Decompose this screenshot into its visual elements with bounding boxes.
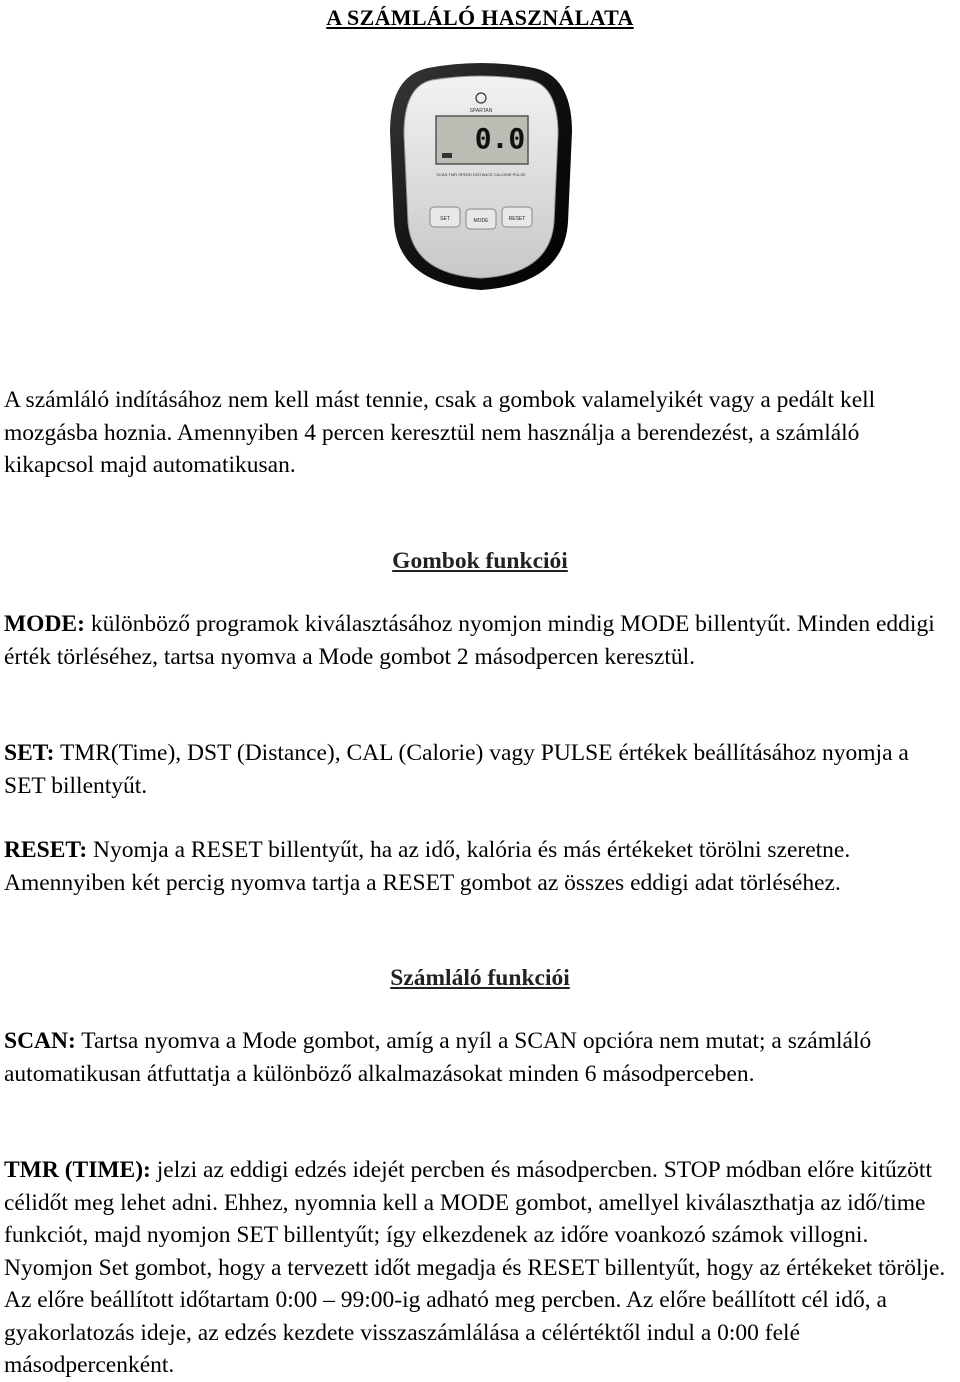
mode-text: különböző programok kiválasztásához nyomjon mindig MODE billentyűt. Minden eddigi érték törléséhez, tartsa nyomva a Mode gombot 2 másodpercen keresztül. <box>4 611 935 670</box>
tmr-paragraph <box>4 1154 954 1382</box>
set-label: SET: <box>4 740 55 766</box>
reset-label: RESET: <box>4 837 88 863</box>
reset-text: Nyomja a RESET billentyűt, ha az idő, kalória és más értékeket törölni szeretne. Amennyiben két percig nyomva tartja a RESET gombot az összes eddigi adat törléséhez. <box>4 837 851 896</box>
lcd-indicator <box>442 153 452 158</box>
mode-label: MODE: <box>4 611 85 637</box>
intro-paragraph: A számláló indításához nem kell mást tennie, csak a gombok valamelyikét vagy a pedált kell mozgásba hoznia. Amennyiben 4 percen keresztül nem használja a berendezést, a számláló kikapcsol majd automatikusan. <box>4 387 876 478</box>
scan-label: SCAN: <box>4 1028 76 1054</box>
lcd-value: 0.0 <box>474 122 526 155</box>
mode-button[interactable] <box>466 209 496 229</box>
reset-button[interactable] <box>502 207 532 227</box>
tmr-text: jelzi az eddigi edzés idejét percben és másodpercben. STOP módban előre kitűzött célidőt meg lehet adni. Ehhez, nyomnia kell a MODE gombot, amellyel kiválaszthatja az idő/time funkciót, majd nyomjon SET billentyűt; így elkezdenek az időre voankozó számok villogni. Nyomjon Set gombot, hogy a tervezett időt megadja és RESET billentyűt, hogy az értékeket törölje. Az előre beállított időtartam 0:00 – 99:00-ig adható meg percben. Az előre beállított cél idő, a gyakorlatozás ideje, az edzés kezdete visszaszámlálása a célértéktől indul a 0:00 felé másodpercenként. <box>4 1157 946 1378</box>
mode-labels: SCAN TMR SPEED DISTANCE CALORIE PULSE <box>436 172 526 177</box>
reset-paragraph <box>4 834 954 899</box>
brand-logo-text: SPARTAN <box>469 108 493 114</box>
tmr-label: TMR (TIME): <box>4 1157 151 1183</box>
svg-text:RESET: RESET <box>508 216 526 222</box>
counter-heading: Számláló funkciói <box>390 965 570 991</box>
page-title: A SZÁMLÁLÓ HASZNÁLATA <box>326 5 634 30</box>
set-paragraph <box>4 737 954 802</box>
mode-paragraph <box>4 608 954 673</box>
svg-text:SET: SET <box>440 216 450 222</box>
buttons-heading: Gombok funkciói <box>392 548 568 574</box>
svg-text:MODE: MODE <box>473 218 489 224</box>
set-button[interactable] <box>430 207 460 227</box>
set-text: TMR(Time), DST (Distance), CAL (Calorie) vagy PULSE értékek beállításához nyomja a SET billentyűt. <box>4 740 909 799</box>
scan-paragraph <box>4 1025 954 1090</box>
console-face <box>404 76 558 278</box>
console-image <box>388 62 574 292</box>
scan-text: Tartsa nyomva a Mode gombot, amíg a nyíl a SCAN opcióra nem mutat; a számláló automatikusan átfuttatja a különböző alkalmazásokat minden 6 másodperceben. <box>4 1028 872 1087</box>
